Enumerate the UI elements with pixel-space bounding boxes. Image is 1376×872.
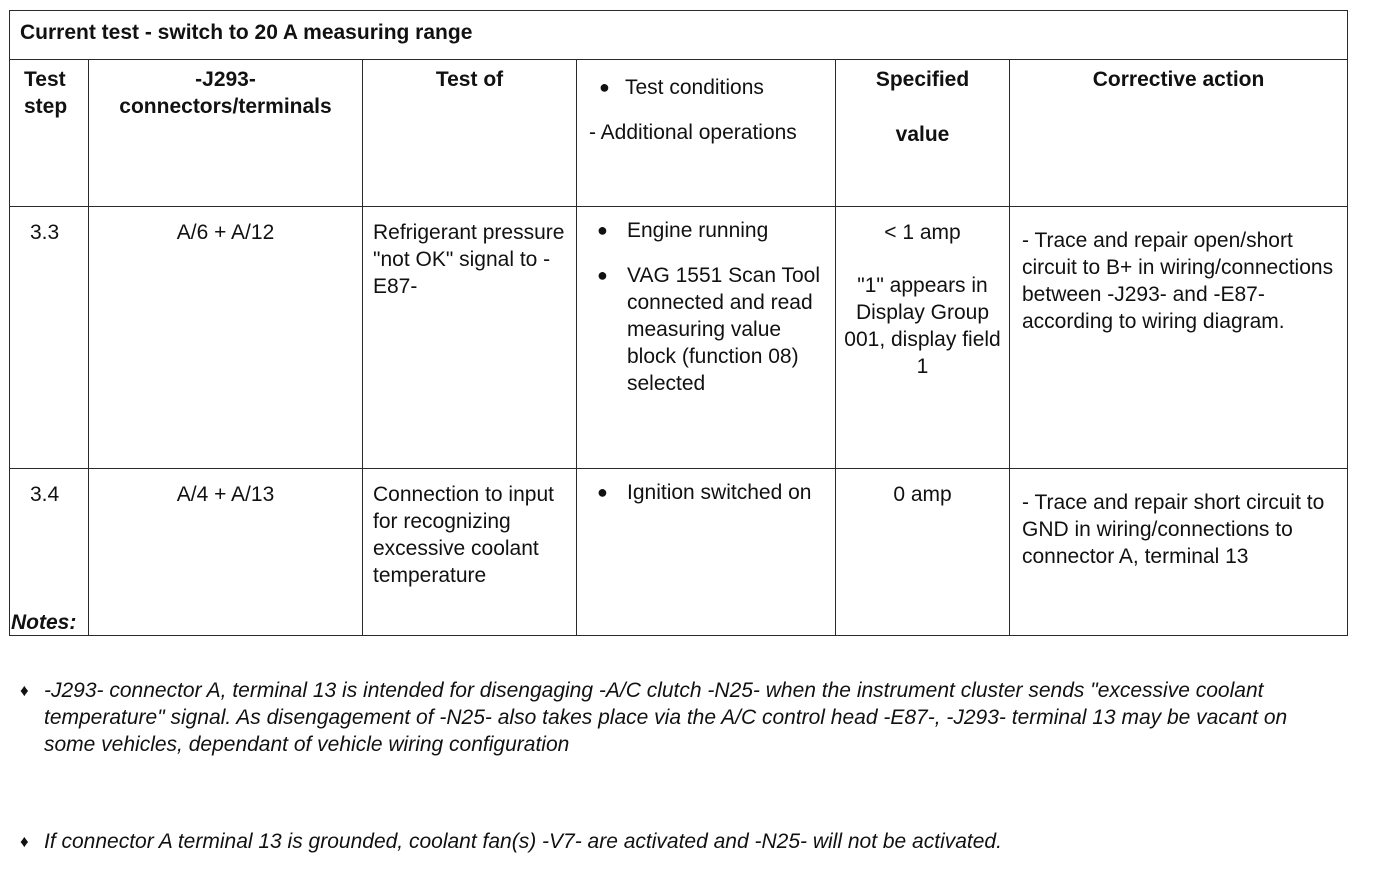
conditions-cell	[577, 207, 836, 469]
diamond-bullet-icon: ♦	[20, 681, 29, 700]
test-of-cell: Refrigerant pressure "not OK" signal to -E87-	[363, 207, 577, 469]
bullet-icon: ●	[599, 77, 610, 97]
condition-text: VAG 1551 Scan Tool connected and read measuring value block (function 08) selected	[627, 264, 821, 395]
bullet-icon: ●	[597, 220, 608, 240]
table-row	[10, 207, 1348, 469]
table-title: Current test - switch to 20 A measuring range	[10, 11, 1348, 60]
test-of-cell: Connection to input for recognizing excessive coolant temperature	[363, 469, 577, 636]
notes-title: Notes:	[11, 611, 77, 634]
connectors-cell: A/4 + A/13	[89, 469, 363, 636]
specified-note: "1" appears in Display Group 001, display field 1	[844, 274, 1001, 378]
header-value-label: value	[895, 123, 950, 146]
conditions-cell	[577, 469, 836, 636]
header-test-step: Test step	[10, 60, 89, 207]
header-corrective-action: Corrective action	[1010, 60, 1348, 207]
corrective-action-cell: - Trace and repair open/short circuit to B+ in wiring/connections between -J293- and -E87- according to wiring diagram.	[1010, 207, 1348, 469]
bullet-icon: ●	[597, 265, 608, 285]
test-step-cell: 3.3	[10, 207, 89, 469]
header-test-of: Test of	[363, 60, 577, 207]
specified-value-cell	[836, 207, 1010, 469]
corrective-action-cell: - Trace and repair short circuit to GND in wiring/connections to connector A, terminal 13	[1010, 469, 1348, 636]
header-specified-value	[836, 60, 1010, 207]
condition-item	[597, 217, 829, 244]
diamond-bullet-icon: ♦	[20, 832, 29, 851]
note-item	[20, 677, 1340, 758]
bullet-icon: ●	[597, 482, 608, 502]
header-additional-operations: - Additional operations	[589, 121, 797, 144]
note-text: -J293- connector A, terminal 13 is intended for disengaging -A/C clutch -N25- when the instrument cluster sends "excessive coolant temperature" signal. As disengagement of -N25- also takes place via the A/C control head -E87-, -J293- terminal 13 may be vacant on some vehicles, dependant of vehicle wiring configuration	[44, 679, 1288, 756]
header-row	[10, 60, 1348, 207]
note-item	[20, 828, 1340, 855]
header-connectors: -J293- connectors/terminals	[89, 60, 363, 207]
test-step-cell: 3.4	[10, 469, 89, 636]
specified-main: 0 amp	[893, 483, 952, 506]
note-text: If connector A terminal 13 is grounded, coolant fan(s) -V7- are activated and -N25- will not be activated.	[44, 830, 1002, 853]
header-specified-label: Specified	[875, 68, 970, 91]
table-row	[10, 469, 1348, 636]
condition-item	[597, 262, 829, 397]
specified-main: < 1 amp	[884, 221, 961, 244]
specified-value-cell	[836, 469, 1010, 636]
condition-text: Engine running	[627, 219, 769, 242]
connectors-cell: A/6 + A/12	[89, 207, 363, 469]
current-test-table	[9, 10, 1348, 636]
header-conditions	[577, 60, 836, 207]
condition-item	[597, 479, 829, 506]
header-conditions-label: Test conditions	[625, 76, 764, 99]
condition-text: Ignition switched on	[627, 481, 812, 504]
